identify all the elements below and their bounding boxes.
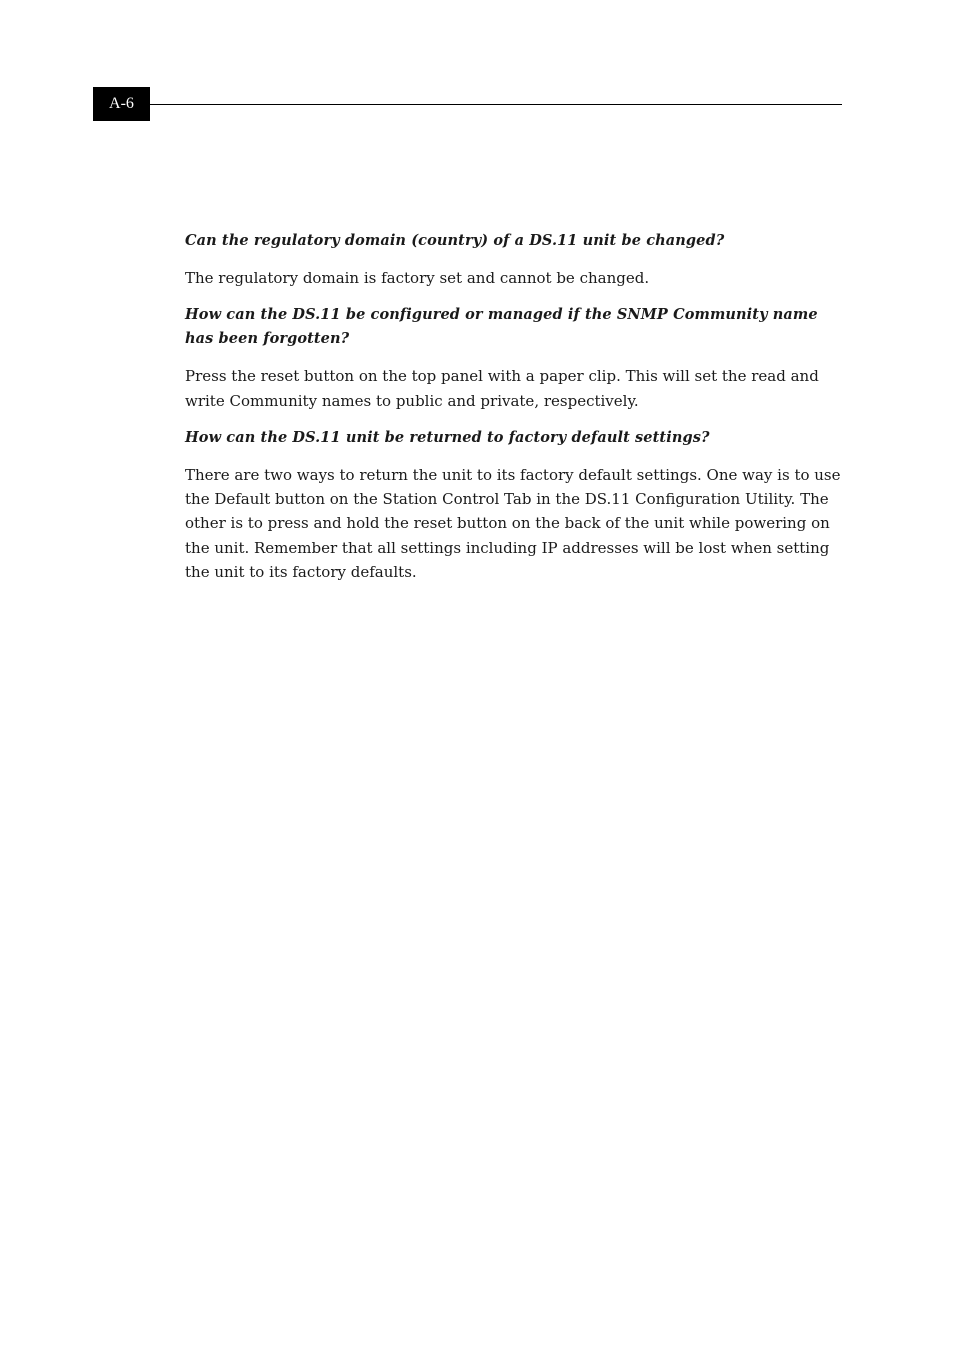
page-number-label: A-6 bbox=[93, 87, 150, 121]
faq-section bbox=[185, 229, 845, 597]
header-rule bbox=[150, 104, 842, 105]
faq-question-1: Can the regulatory domain (country) of a DS.11 unit be changed? bbox=[185, 232, 725, 249]
faq-answer-3: There are two ways to return the unit to its factory default settings. One way is to use the Default button on the Station Control Tab in the DS.11 Configuration Utility. The other is to press and hold the reset button on the back of the unit while powering on the unit. Remember that all settings including IP addresses will be lost when setting the unit to its factory defaults. bbox=[185, 465, 841, 582]
faq-answer-2: Press the reset button on the top panel with a paper clip. This will set the read and write Community names to public and private, respectively. bbox=[185, 367, 819, 410]
faq-question-3: How can the DS.11 unit be returned to factory default settings? bbox=[185, 428, 710, 446]
faq-answer-1: The regulatory domain is factory set and cannot be changed. bbox=[185, 269, 650, 287]
faq-question-2: How can the DS.11 be configured or managed if the SNMP Community name has been forgotten? bbox=[185, 306, 818, 348]
